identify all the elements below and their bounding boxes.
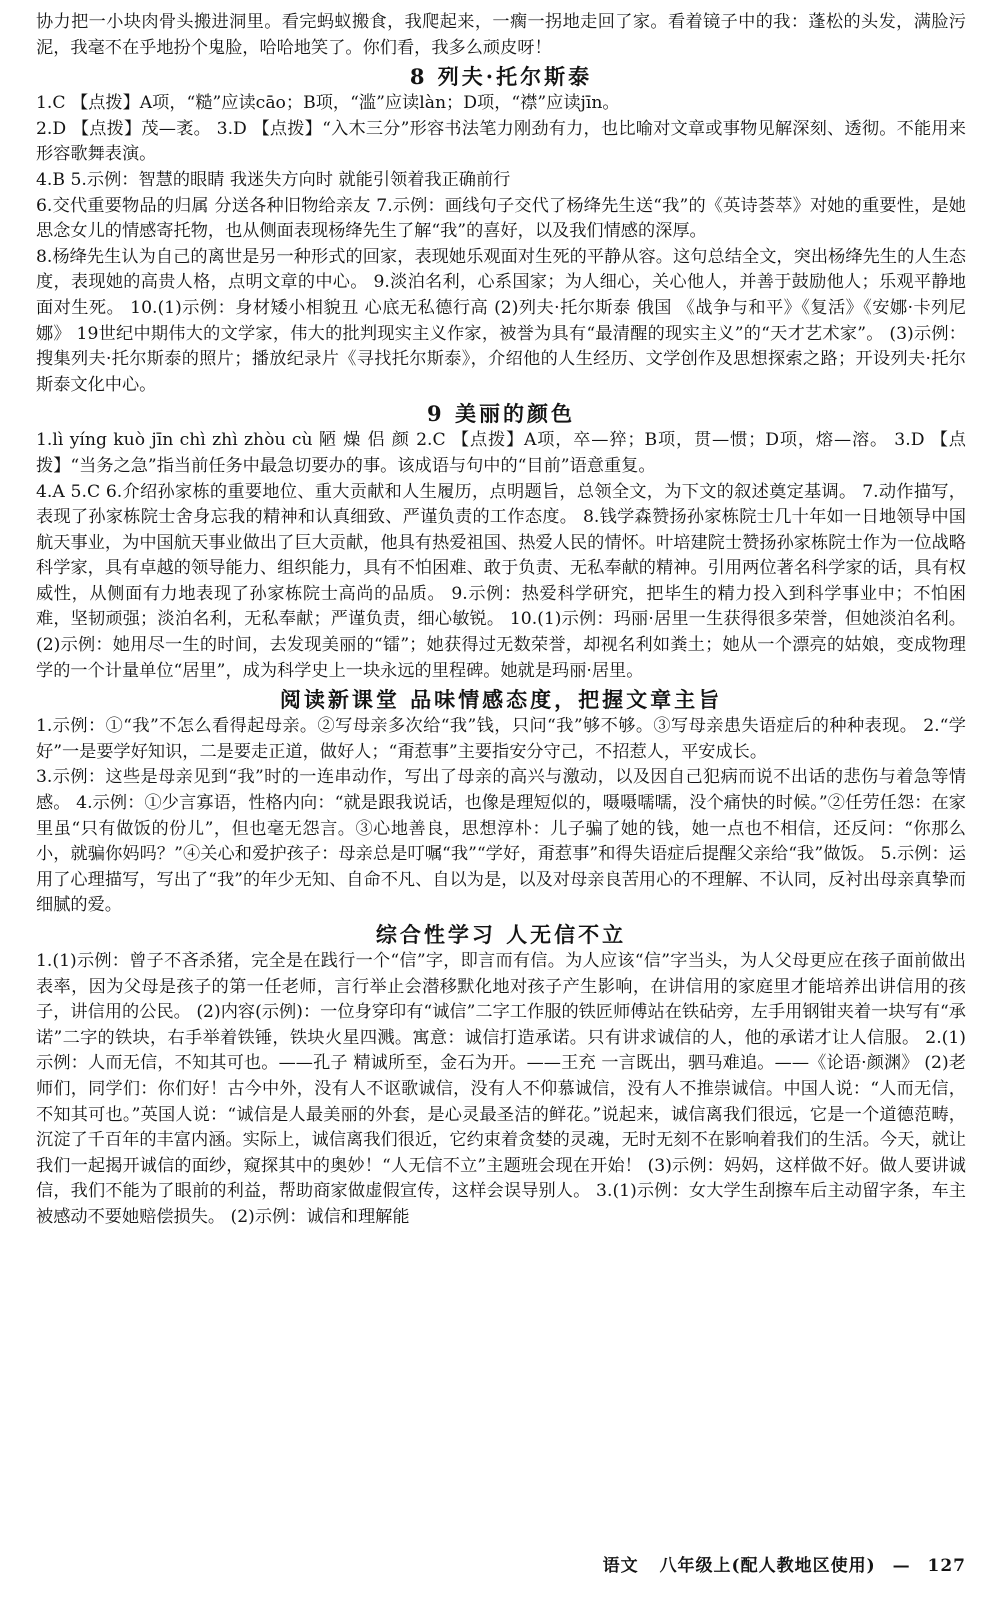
section-title: 8 列夫·托尔斯泰 [409,64,593,90]
section-title: 9 美丽的颜色 [427,401,575,427]
paragraph: 协力把一小块肉骨头搬进洞里。看完蚂蚁搬食，我爬起来，一瘸一拐地走回了家。看着镜子中的我：蓬松的头发，满脸污泥，我毫不在乎地扮个鬼脸，哈哈地笑了。你们看，我多么顽皮呀！ [36,12,966,58]
page-number: 127 [927,1556,966,1576]
paragraph: 1.示例：①“我”不怎么看得起母亲。②写母亲多次给“我”钱，只问“我”够不够。③写母亲患失语症后的种种表现。 2.“学好”一是要学好知识，二是要走正道，做好人；“甭惹事”主要指安分守己，不招惹人，平安成长。 [36,716,966,762]
section-title: 综合性学习 人无信不立 [375,922,627,947]
paragraph: 3.示例：这些是母亲见到“我”时的一连串动作，写出了母亲的高兴与激动，以及因自己犯病而说不出话的悲伤与着急等情感。 4.示例：①少言寡语，性格内向：“就是跟我说话，也像是理短似的，嗫嗫嚅嚅，没个痛快的时候。”②任劳任怨：在家里虽“只有做饭的份儿”，但也毫无怨言。③心地善良，思想淳朴：儿子骗了她的钱，她一点也不相信，还反问：“你那么小，就骗你妈吗？”④关心和爱护孩子：母亲总是叮嘱“我”“学好，甭惹事”和得失语症后提醒父亲给“我”做饭。 5.示例：运用了心理描写，写出了“我”的年少无知、自命不凡、自以为是，以及对母亲良苦用心的不理解、不认同，反衬出母亲真挚而细腻的爱。 [36,767,966,916]
footer-dash: — [892,1556,911,1576]
footer-subject: 语文 [602,1556,639,1576]
section-title: 阅读新课堂 品味情感态度，把握文章主旨 [279,687,723,713]
paragraph: 1.(1)示例：曾子不吝杀猪，完全是在践行一个“信”字，即言而有信。为人应该“信”字当头，为人父母更应在孩子面前做出表率，因为父母是孩子的第一任老师，言行举止会潜移默化地对孩子产生影响，在讲信用的家庭里才能培养出讲信用的孩子，讲信用的公民。 (2)内容(示例)：一位身穿印有“诚信”二字工作服的铁匠师傅站在铁砧旁，左手用钢钳夹着一块写有“承诺”二字的铁块，右手举着铁锤，铁块火星四溅。寓意：诚信打造承诺。只有讲求诚信的人，他的承诺才让人信服。 2.(1)示例：人而无信，不知其可也。——孔子 精诚所至，金石为开。——王充 一言既出，驷马难追。——《论语·颜渊》 (2)老师们，同学们：你们好！古今中外，没有人不讴歌诚信，没有人不仰慕诚信，没有人不推崇诚信。中国人说：“人而无信，不知其可也。”英国人说：“诚信是人最美丽的外套，是心灵最圣洁的鲜花。”说起来，诚信离我们很远，它是一个道德范畴，沉淀了千百年的丰富内涵。实际上，诚信离我们很近，它约束着贪婪的灵魂，无时无刻不在影响着我们的生活。今天，就让我们一起揭开诚信的面纱，窥探其中的奥妙！“人无信不立”主题班会现在开始！ (3)示例：妈妈，这样做不好。做人要讲诚信，我们不能为了眼前的利益，帮助商家做虚假宣传，这样会误导别人。 3.(1)示例：女大学生刮擦车后主动留字条，车主被感动不要她赔偿损失。 (2)示例：诚信和理解能 [36,951,966,1227]
answer-content [36,10,966,1231]
paragraph: 2.D 【点拨】茂—袤。 3.D 【点拨】“入木三分”形容书法笔力刚劲有力，也比喻对文章或事物见解深刻、透彻。不能用来形容歌舞表演。 [36,118,966,165]
paragraph: 6.交代重要物品的归属 分送各种旧物给亲友 7.示例：画线句子交代了杨绛先生送“我”的《英诗荟萃》对她的重要性，是她思念女儿的情感寄托物，也从侧面表现杨绛先生了解“我”的喜好，以及我们情感的深厚。 [36,195,966,242]
paragraph: 8.杨绛先生认为自己的离世是另一种形式的回家，表现她乐观面对生死的平静从容。这句总结全文，突出杨绛先生的人生态度，表现她的高贵人格，点明文章的中心。 9.淡泊名利，心系国家；为人细心，关心他人，并善于鼓励他人；乐观平静地面对生死。 10.(1)示例：身材矮小相貌丑 心底无私德行高 (2)列夫·托尔斯泰 俄国 《战争与和平》《复活》《安娜·卡列尼娜》 19世纪中期伟大的文学家，伟大的批判现实主义作家，被誉为具有“最清醒的现实主义”的“天才艺术家”。 (3)示例：搜集列夫·托尔斯泰的照片；播放纪录片《寻找托尔斯泰》，介绍他的人生经历、文学创作及思想探索之路；开设列夫·托尔斯泰文化中心。 [36,246,966,395]
paragraph: 4.B 5.示例：智慧的眼睛 我迷失方向时 就能引领着我正确前行 [36,169,511,190]
footer-grade: 八年级上(配人教地区使用) [659,1556,876,1576]
page-footer [36,1551,966,1576]
paragraph: 1.lì yíng kuò jīn chì zhì zhòu cù 陋 燥 侣 颜 2.C 【点拨】A项，卒—猝；B项，贯—惯；D项，熔—溶。 3.D 【点拨】“当务之急”指当前任务中最急切要办的事。该成语与句中的“目前”语意重复。 [36,430,966,476]
paragraph: 4.A 5.C 6.介绍孙家栋的重要地位、重大贡献和人生履历，点明题旨，总领全文，为下文的叙述奠定基调。 7.动作描写，表现了孙家栋院士舍身忘我的精神和认真细致、严谨负责的工作态度。 8.钱学森赞扬孙家栋院士几十年如一日地领导中国航天事业，为中国航天事业做出了巨大贡献，他具有热爱祖国、热爱人民的情怀。叶培建院士赞扬孙家栋院士作为一位战略科学家，具有卓越的领导能力、组织能力，具有不怕困难、敢于负责、无私奉献的精神。引用两位著名科学家的话，具有权威性，从侧面有力地表现了孙家栋院士高尚的品质。 9.示例：热爱科学研究，把毕生的精力投入到科学事业中；不怕困难，坚韧顽强；淡泊名利，无私奉献；严谨负责，细心敏锐。 10.(1)示例：玛丽·居里一生获得很多荣誉，但她淡泊名利。 (2)示例：她用尽一生的时间，去发现美丽的“镭”；她获得过无数荣誉，却视名利如粪土；她从一个漂亮的姑娘，变成物理学的一个计量单位“居里”，成为科学史上一块永远的里程碑。她就是玛丽·居里。 [36,481,966,681]
answer-page [36,10,966,1590]
paragraph: 1.C 【点拨】A项，“糙”应读cāo；B项，“滥”应读làn；D项，“襟”应读jīn。 [36,93,620,114]
